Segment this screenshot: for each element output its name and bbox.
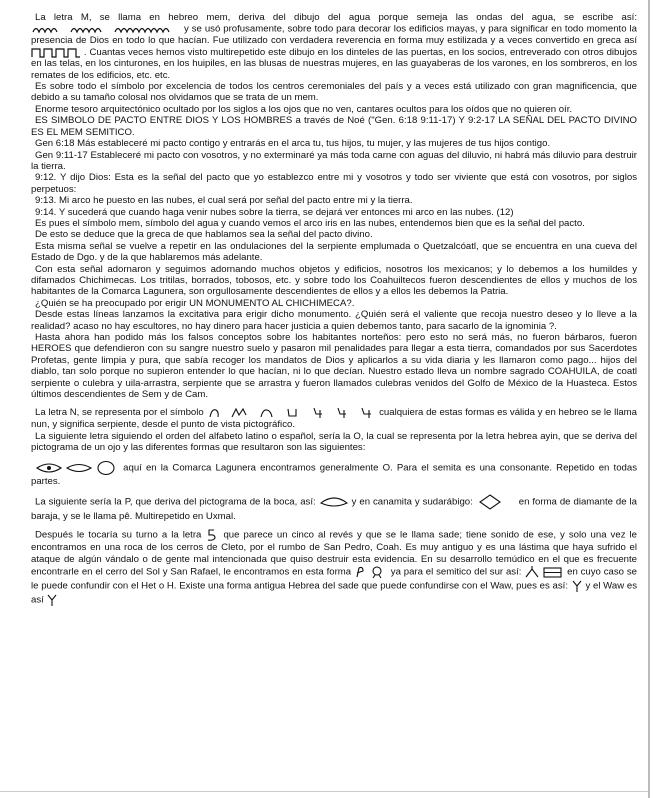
- paragraph-text: La siguiente sería la P, que deriva del pictograma de la boca, así:: [35, 496, 316, 508]
- page-bottom-rule: [0, 791, 648, 792]
- paragraph: Enorme tesoro arquitectónico ocultado por los siglos a los ojos que no ven, cantares ocultos para los oídos que no quieren oír.: [35, 103, 573, 115]
- sade-hebrew-y-glyph-icon: [571, 579, 583, 593]
- paragraph-letter-sade: [31, 528, 637, 607]
- paragraph-text: y en canamita y sudarábigo:: [351, 496, 473, 508]
- sade-south-semitic-glyphs-icon: [524, 565, 564, 579]
- paragraph: Esta misma señal se vuelve a repetir en las ondulaciones del la serpiente emplumada o Quetzalcóatl, que se encuentra en una cueva del Estado de Dgo. y de la que hablaremos más adelante.: [31, 240, 637, 264]
- paragraph-text: Después le tocaría su turno a la letra: [35, 530, 202, 541]
- paragraph: Desde estas líneas lanzamos la excitativa para erigir dicho monumento. ¿Quién será el valiente que recoja nuestro deseo y lo lleve a la realidad? acaso no hay escultores, no hay dinero para hacer justicia a quien debemos tanto, para sacarlo de la ignominia ?.: [31, 309, 637, 332]
- paragraph: 9:13. Mi arco he puesto en las nubes, el cual será por señal del pacto entre mi y la tierra.: [35, 195, 413, 207]
- paragraph-heading-pact: ES SIMBOLO DE PACTO ENTRE DIOS Y LOS HOMBRES a través de Noé ("Gen. 6:18 9:11-17) Y 9:2-17 LA SEÑAL DEL PACTO DIVINO ES EL MEM SEMITICO.: [31, 115, 637, 138]
- page-edge-border: [648, 0, 650, 798]
- text-column: [31, 12, 637, 607]
- paragraph: 9:14. Y sucederá que cuando haga venir nubes sobre la tierra, se dejará ver entonces mi arco en las nubes. (12): [35, 206, 514, 218]
- ayin-eye-glyphs-icon: [35, 460, 119, 476]
- paragraph-text: y el Waw es así: [31, 580, 638, 606]
- paragraph-text: y se usó profusamente, sobre todo para decorar los edificios mayas, y para significar en todo momento la presencia de Dios en todo lo que hacían. Fue utilizado con verdadera reverencia en forma muy estilizada y a veces convertido en greca así: [31, 23, 637, 47]
- paragraph-text: en cuyo caso se le puede confundir con el Het o H. Existe una forma antigua Hebrea del sade que puede confundirse con el Waw, pues es así:: [31, 566, 637, 592]
- paragraph-question: ¿Quién se ha preocupado por erigir UN MONUMENTO AL CHICHIMECA?.: [35, 297, 355, 309]
- paragraph: Con esta señal adornaron y seguimos adornando muchos objetos y edificios, nosotros los mexicanos; y lo debemos a los humildes y difamados Chichimecas. Los tritilas, borrados, tobosos, etc. y sobre todo los Coahuiltecos fueron descendientes de ellos y muchos de los habitantes de la Comarca Lagunera, son orgullosamente descendientes de ellos y a ellos les debemos la Patria.: [31, 263, 637, 298]
- paragraph: De esto se deduce que la greca de que hablamos sea la señal del pacto divino.: [35, 229, 373, 241]
- paragraph-letter-p: [31, 493, 637, 522]
- paragraph-text: La letra M, se llama en hebreo mem, deriva del dibujo del agua porque semeja las ondas del agua, se escribe así:: [35, 12, 637, 23]
- greca-meander-icon: [31, 47, 81, 58]
- paragraph-text: ya para el semitico del sur así:: [390, 566, 522, 578]
- paragraph: 9:12. Y dijo Dios: Esta es la señal del pacto que yo establezco entre mi y vosotros y todo ser viviente que está con vosotros, por siglos perpetuos:: [31, 172, 637, 195]
- sade-variant-glyphs-icon: [354, 565, 388, 579]
- waw-glyph-icon: [46, 593, 58, 607]
- mem-wave-glyph-icon: [31, 23, 181, 35]
- paragraph: Es pues el símbolo mem, símbolo del agua y cuando vemos el arco iris en las nubes, entendemos bien que es la señal del pacto.: [35, 217, 585, 229]
- paragraph-text: que parece un cinco al revés y que se le llama sade; tiene sonido de ese, y solo una vez le encontramos en una roca de los cerros de Cleto, por el rumbo de San Pedro, Coah. Es muy antiguo y es una lástima que haya sufrido el ataque de algún vándalo o de gente mal intencionada que quiso destruir esta evidencia. En su desarrollo temúdico en el que es frecuente encontrarle en el cerro del Sol y San Rafael, le encontramos en esta forma: [31, 530, 637, 578]
- paragraph-letter-o: [31, 460, 637, 487]
- paragraph-text: La letra N, se representa por el símbolo: [35, 407, 204, 419]
- paragraph-mem-intro: [31, 12, 637, 81]
- paragraph: Es sobre todo el símbolo por excelencia de todos los centros ceremoniales del país y a veces está utilizado con gran magnificencia, que debido a su tamaño colosal nos olvidamos que se trata de un mem.: [31, 81, 637, 104]
- sade-reversed-five-glyph-icon: [205, 528, 219, 542]
- paragraph-text: en forma de diamante de la baraja, y se le llama pê. Multirepetido en Uxmal.: [31, 496, 638, 523]
- paragraph-text: aquí en la Comarca Lagunera encontramos generalmente O. Para el semita es una consonante. Repetido en todas partes.: [31, 462, 637, 487]
- pe-diamond-glyph-icon: [476, 493, 516, 511]
- paragraph: Gen 6:18 Más estableceré mi pacto contigo y entrarás en el arca tu, tus hijos, tu mujer, y las mujeres de tus hijos contigo.: [35, 138, 551, 150]
- paragraph: Gen 9:11-17 Estableceré mi pacto con vosotros, y no exterminaré ya más toda carne con aguas del diluvio, ni habrá más diluvio para destruir la tierra.: [31, 149, 637, 172]
- paragraph: Hasta ahora han podido más los falsos conceptos sobre los habitantes norteños: pero esto no será más, no fueron bárbaros, fueron HEROES que defendieron con su sangre nuestro suelo y pasaron mil penalidades para llegar a esta tierra, comandados por sus Sacerdotes Profetas, gente limpia y pura, que sabía recoger los mandatos de Dios y aplicarlos a su vida diaria y les llamaron como pago... hijos del diablo, tan solo porque no supieron entender lo que hacían, ni lo que decían. Nuestro estado lleva un nombre sagrado COAHUILA, de coatl serpiente o culebra y uila-arrastra, serpiente que se arrastra y fueron llamados culebras venidos del Golfo de México de la Huasteca. Estos últimos descendientes de Sem y de Cam.: [31, 332, 637, 401]
- paragraph-letter-n: [31, 406, 637, 430]
- paragraph-text: cualquiera de estas formas es válida y en hebreo se le llama nun, y significa serpiente, desde el punto de vista pictográfico.: [31, 407, 638, 431]
- pe-mouth-glyph-icon: [319, 495, 349, 509]
- paragraph: La siguiente letra siguiendo el orden del alfabeto latino o español, sería la O, la cual se representa por la letra hebrea ayin, que se deriva del pictograma de un ojo y las diferentes formas que resultaron son las siguientes:: [31, 430, 637, 454]
- paragraph-text: . Cuantas veces hemos visto multirepetido este dibujo en los dinteles de las puertas, en los socios, entreverado con otros dibujos en las telas, en los cinturones, en los huipiles, en las blusas de nuestras mujeres, en las guayaberas de los varones, en los sombreros, en los remates de los edificios, etc. etc.: [31, 46, 637, 81]
- nun-serpent-glyphs-icon: [206, 406, 376, 419]
